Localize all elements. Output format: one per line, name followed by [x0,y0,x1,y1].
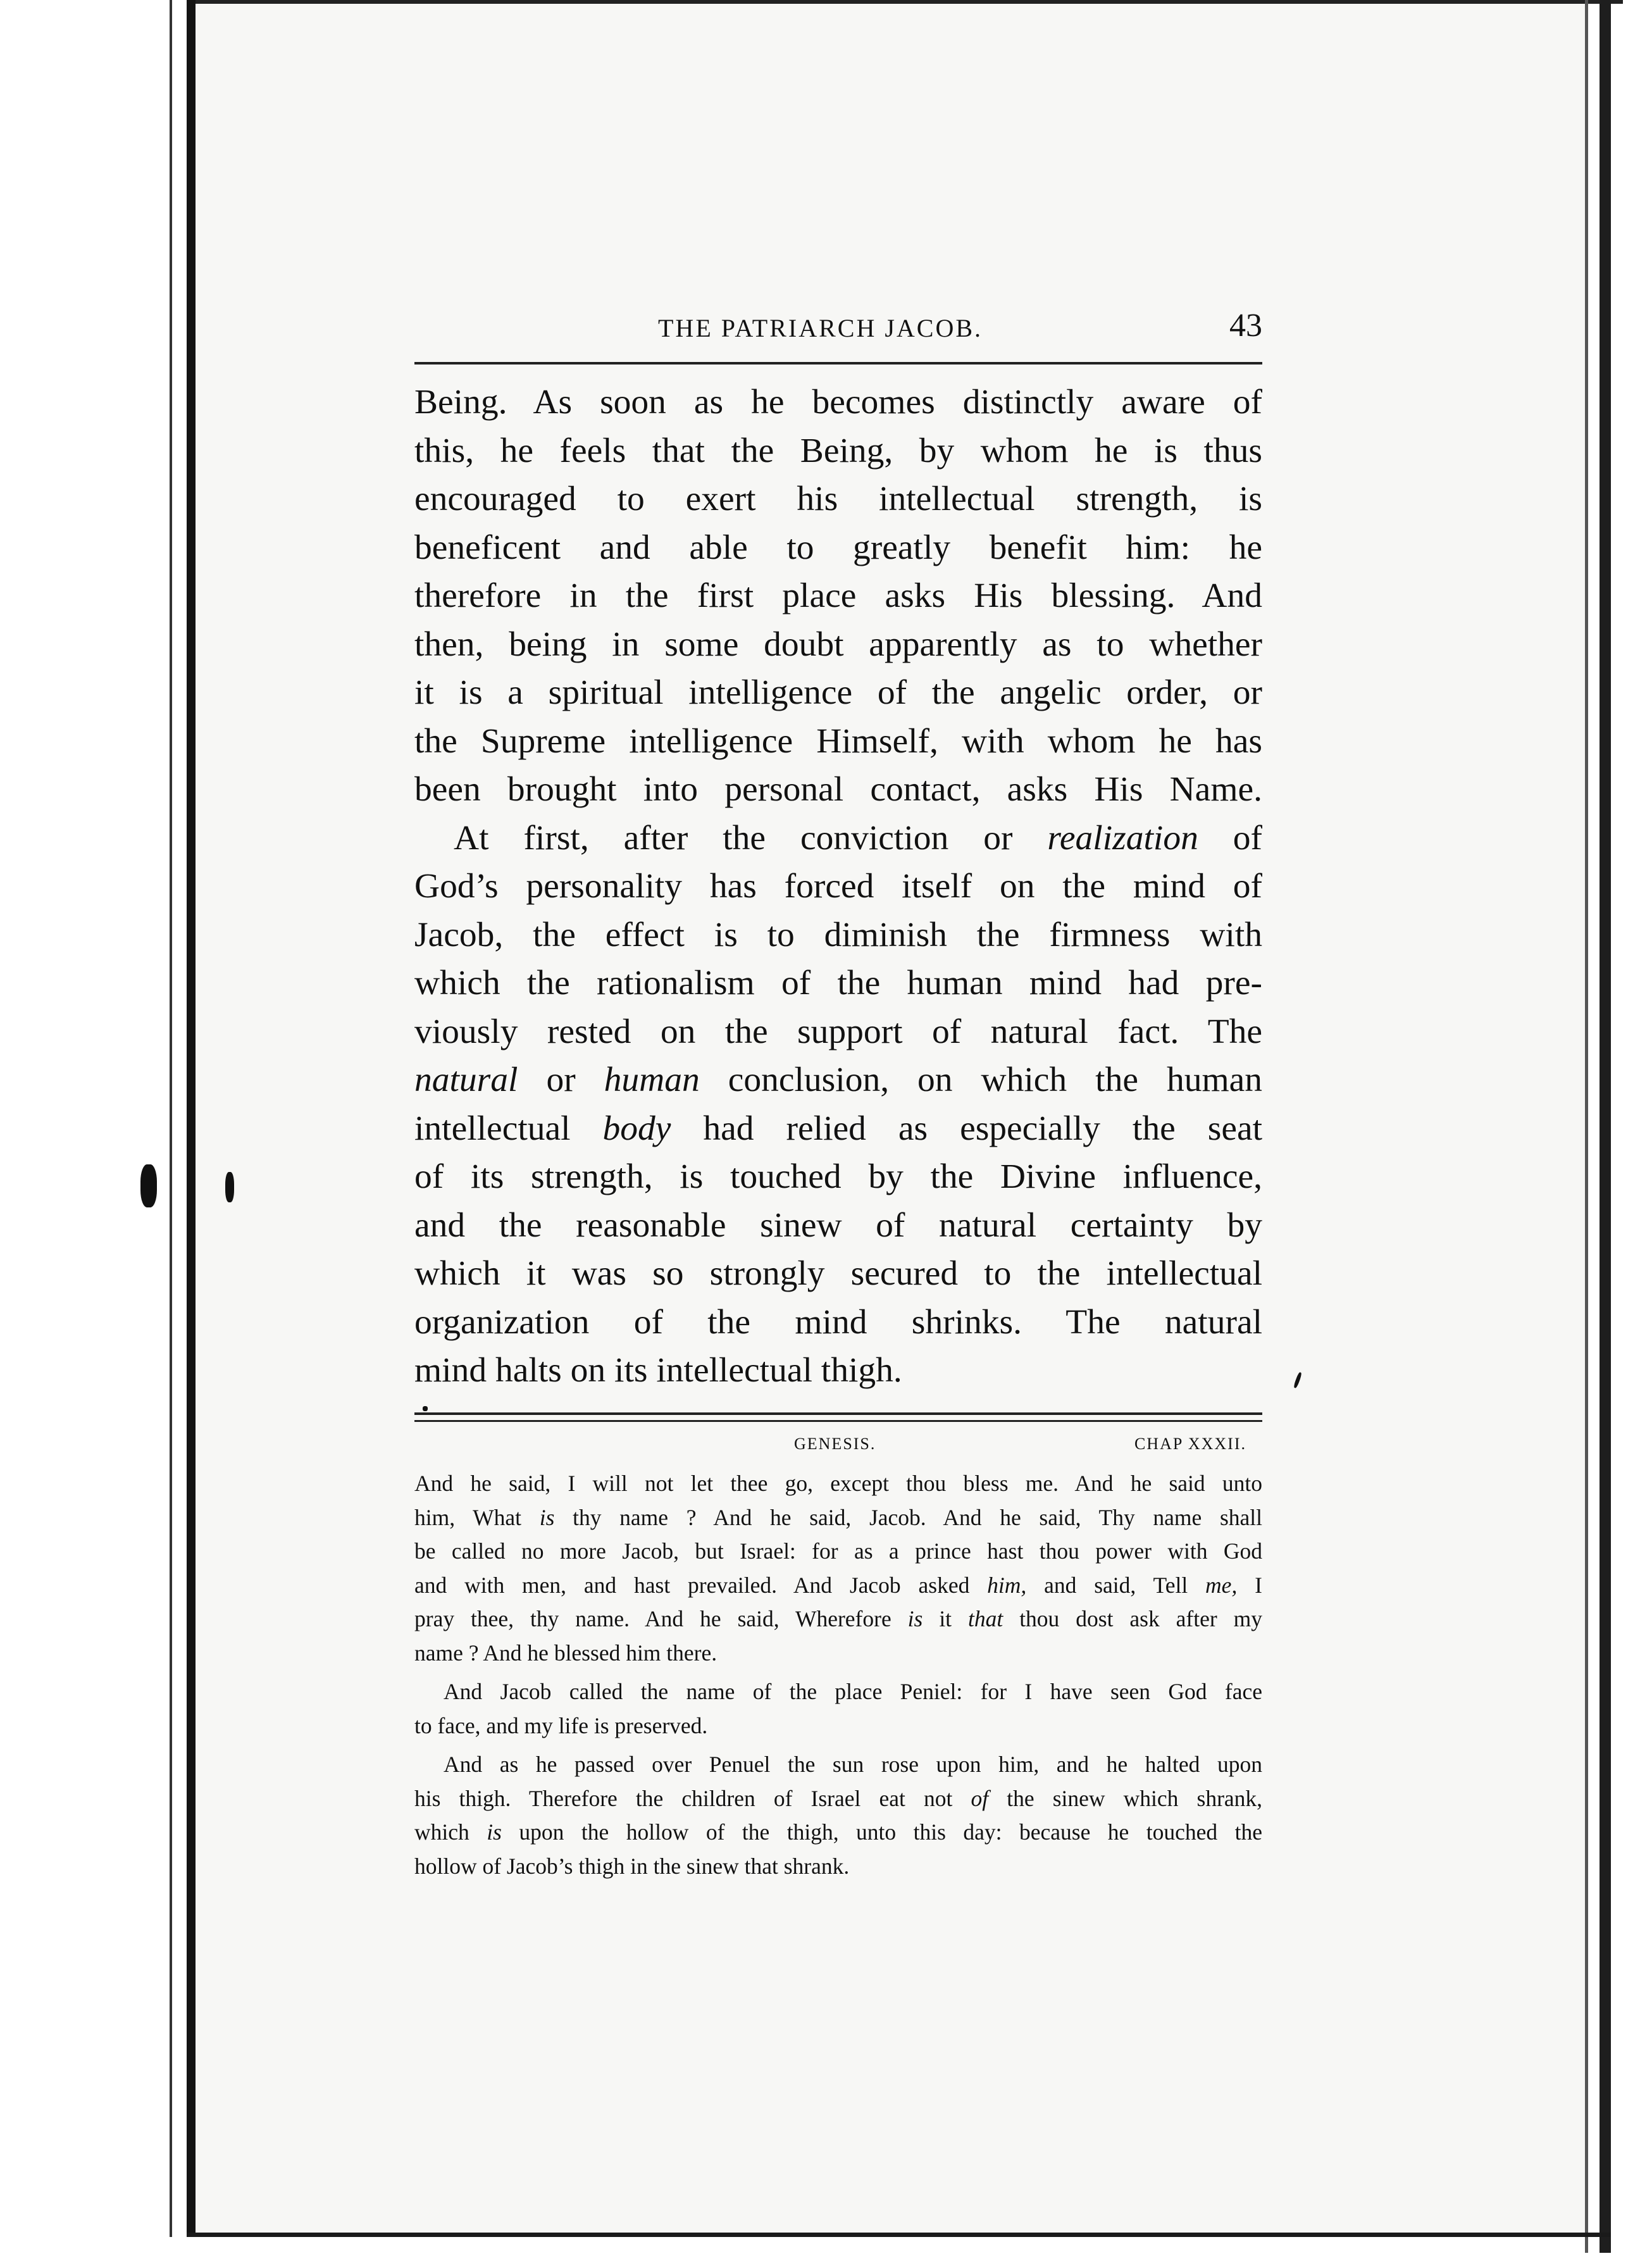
text-run: had relied as especially the seat [703,1109,1263,1148]
italic-run: realization [1047,818,1198,857]
text-line: organization of the mind shrinks. The natural [414,1302,1262,1342]
page-number: 43 [1229,308,1262,344]
right-edge-shadow [1585,0,1588,2253]
text-line: encouraged to exert his intellectual strength, is [414,480,1262,518]
text-run: the sinew which shrank, [1007,1785,1263,1811]
text-run: and with men, and hast prevailed. And Jacob asked [414,1572,970,1598]
text-run: or [546,1061,576,1099]
text-line [414,1782,1262,1816]
text-line: of its strength, is touched by the Divine influence, [414,1157,1262,1196]
footnote-rule-bottom [414,1420,1262,1422]
text-line: which the rationalism of the human mind had pre- [414,964,1262,1002]
footnote-rule-top [414,1412,1262,1415]
text-line: God’s personality has forced itself on the mind of [414,867,1262,906]
text-run: intellectual [414,1109,571,1148]
scan-speck [225,1172,234,1202]
italic-run: body [602,1109,671,1148]
text-line [414,814,1262,863]
scan-speck [423,1406,428,1411]
italic-run: is [907,1606,923,1631]
text-run: thy name ? And he said, Jacob. And he said, Thy name shall [573,1504,1262,1530]
text-run: thou dost ask after my [1019,1606,1262,1631]
text-line: And he said, I will not let thee go, except thou bless me. And he said unto [414,1471,1262,1496]
text-line: been brought into personal contact, asks His Name. [414,770,1262,809]
text-line: mind halts on its intellectual thigh. [414,1351,902,1390]
italic-run: him, [987,1572,1027,1598]
scripture-verse-3 [414,1748,1262,1883]
text-run: At first, after the conviction or [454,818,1013,857]
text-run: I [1255,1572,1262,1598]
text-run: pray thee, thy name. And he said, Wherefore [414,1606,891,1631]
text-line [414,1569,1262,1603]
scripture-book: GENESIS. [794,1435,876,1453]
running-title: THE PATRIARCH JACOB. [658,314,983,342]
text-line: this, he feels that the Being, by whom he is thus [414,431,1262,470]
text-line: beneficent and able to greatly benefit him: he [414,528,1262,567]
binding-edge [187,0,196,2237]
text-run: conclusion, on which the human [728,1061,1262,1099]
scripture-verse-2 [414,1675,1262,1743]
text-line: hollow of Jacob’s thigh in the sinew that shrank. [414,1853,850,1879]
text-run: which [414,1819,469,1845]
page-bottom-edge [187,2233,1611,2237]
text-run: it [939,1606,952,1631]
verse-gap [414,1743,1262,1748]
text-line: it is a spiritual intelligence of the angelic order, or [414,673,1262,712]
text-line [414,1056,1262,1105]
text-run: and said, Tell [1044,1572,1188,1598]
text-line [414,1105,1262,1154]
scan-speck [140,1164,157,1207]
italic-run: of [971,1785,989,1811]
text-line: name ? And he blessed him there. [414,1640,718,1666]
text-line [414,1501,1262,1535]
right-page-edge [1600,0,1611,2253]
header-rule [414,362,1262,364]
text-line: And as he passed over Penuel the sun rose upon him, and he halted upon [444,1752,1262,1777]
text-line: to face, and my life is preserved. [414,1712,708,1738]
text-line [414,1602,1262,1636]
verse-gap [414,1670,1262,1675]
scripture-reference [414,1435,1262,1460]
text-run: his thigh. Therefore the children of Israel eat not [414,1785,953,1811]
italic-run: natural [414,1061,518,1099]
running-header [414,307,1262,345]
page-top-edge [187,0,1623,4]
scripture-verse-1 [414,1467,1262,1670]
binding-shadow [170,0,172,2237]
text-line: And Jacob called the name of the place Peniel: for I have seen God face [444,1679,1262,1704]
text-line: therefore in the first place asks His blessing. And [414,576,1262,615]
italic-run: me, [1205,1572,1238,1598]
italic-run: that [968,1606,1003,1631]
text-line [414,1816,1262,1850]
text-run: him, What [414,1504,522,1530]
text-line: the Supreme intelligence Himself, with whom he has [414,721,1262,761]
paragraph-1 [414,378,1262,814]
text-line: be called no more Jacob, but Israel: for as a prince hast thou power with God [414,1538,1262,1564]
text-line: viously rested on the support of natural fact. The [414,1012,1262,1051]
text-line: then, being in some doubt apparently as to whether [414,625,1262,664]
text-line: Being. As soon as he becomes distinctly aware of [414,383,1262,421]
italic-run: is [487,1819,502,1845]
main-body-text [414,378,1262,1395]
italic-run: human [604,1061,700,1099]
paragraph-2 [414,814,1262,1395]
text-run: of [1233,818,1262,857]
italic-run: is [539,1504,555,1530]
text-line: Jacob, the effect is to diminish the firmness with [414,915,1262,954]
scripture-chapter: CHAP XXXII. [1134,1435,1246,1453]
text-line: which it was so strongly secured to the intellectual [414,1254,1262,1293]
text-line: and the reasonable sinew of natural certainty by [414,1206,1262,1245]
scripture-text [414,1467,1262,1883]
text-run: upon the hollow of the thigh, unto this day: because he touched the [519,1819,1263,1845]
